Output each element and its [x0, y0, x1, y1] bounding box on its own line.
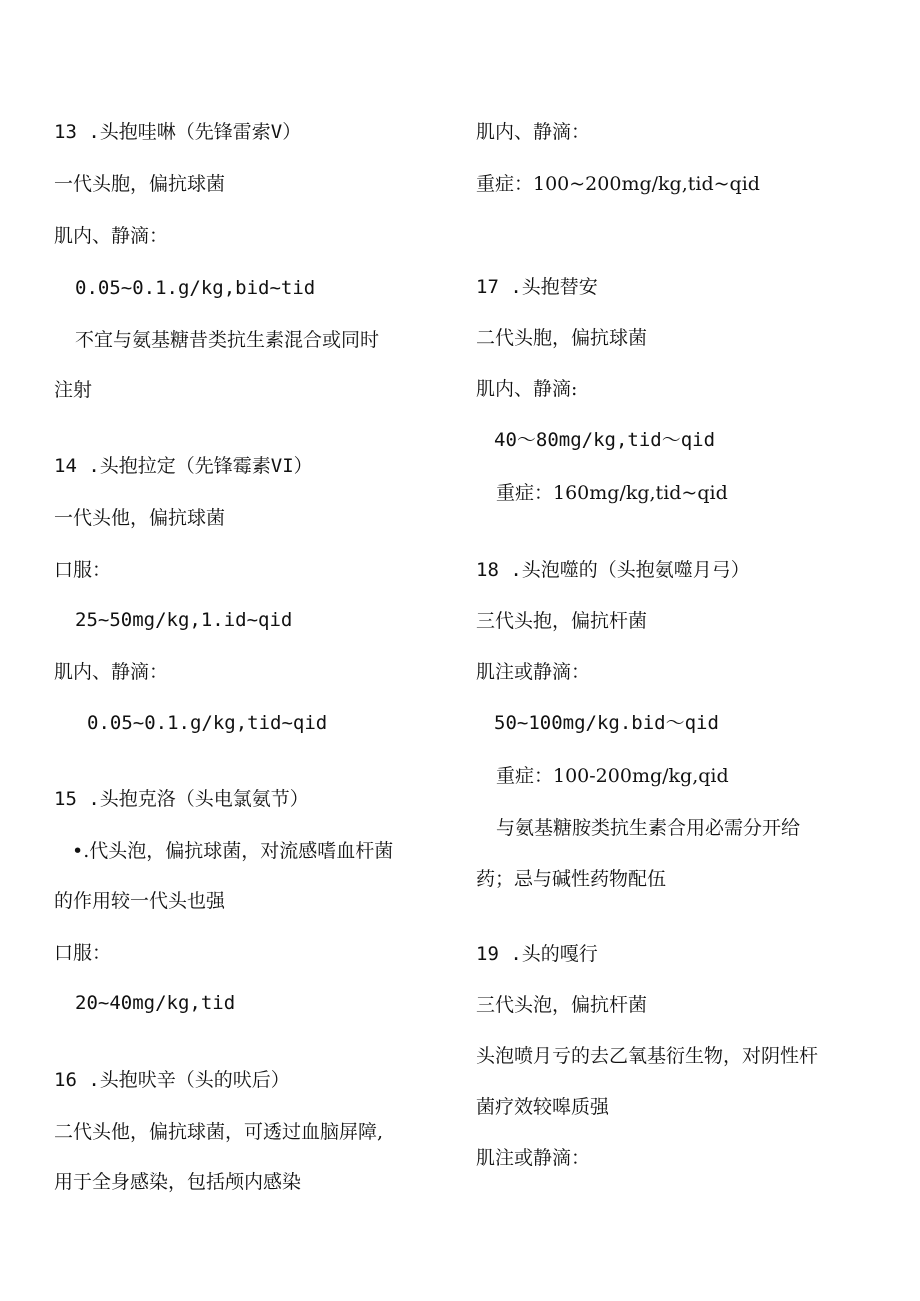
description-text-continued: 菌疗效较嗥质强 — [476, 1096, 610, 1118]
drug-class-text: 二代头胞，偏抗球菌 — [476, 327, 648, 349]
section-heading-17: 17 .头抱替安 — [476, 276, 598, 298]
route-label: 肌注或静滴： — [476, 661, 591, 683]
drug-class-text: 一代头他，偏抗球菌 — [54, 507, 226, 529]
dosage-text: 25~50mg/kg,1.id~qid — [75, 609, 293, 631]
note-text: 与氨基糖胺类抗生素合用必需分开给 — [496, 817, 801, 839]
note-text-continued: 注射 — [54, 379, 93, 401]
section-heading-18: 18 .头泡噬的（头抱氨噬月弓） — [476, 559, 750, 581]
dosage-text: 0.05~0.1.g/kg,tid~qid — [87, 712, 328, 734]
severe-dosage-text: 重症：160mg/kg,tid~qid — [496, 482, 728, 504]
severe-dosage-text: 重症：100~200mg/kg,tid~qid — [476, 173, 760, 195]
drug-class-text-continued: 用于全身感染，包括颅内感染 — [54, 1171, 302, 1193]
dosage-text: 20~40mg/kg,tid — [75, 992, 236, 1014]
section-heading-19: 19 .头的嘎行 — [476, 943, 598, 965]
drug-class-text-continued: 的作用较一代头也强 — [54, 890, 226, 912]
dosage-text: 50~100mg/kg.bid～qid — [494, 712, 719, 734]
route-label: 口服： — [54, 942, 112, 964]
note-text: 不宜与氨基糖昔类抗生素混合或同时 — [75, 329, 380, 351]
drug-class-text: 三代头泡，偏抗杆菌 — [476, 994, 648, 1016]
route-label: 口服： — [54, 559, 112, 581]
drug-class-text: 三代头抱，偏抗杆菌 — [476, 610, 648, 632]
section-heading-13: 13 .头抱哇啉（先锋雷索V） — [54, 121, 302, 143]
section-heading-14: 14 .头抱拉定（先锋霉素VI） — [54, 455, 313, 477]
description-text: 头泡喷月亏的去乙氧基衍生物，对阴性杆 — [476, 1045, 819, 1067]
section-heading-16: 16 .头抱吠辛（头的吠后） — [54, 1069, 290, 1091]
drug-class-text: •.代头泡，偏抗球菌，对流感嗜血杆菌 — [72, 840, 394, 862]
drug-class-text: 一代头胞，偏抗球菌 — [54, 173, 226, 195]
dosage-text: 0.05~0.1.g/kg,bid~tid — [75, 277, 316, 299]
route-label: 肌注或静滴： — [476, 1147, 591, 1169]
note-text-continued: 药；忌与碱性药物配伍 — [476, 868, 667, 890]
route-label: 肌内、静滴： — [54, 225, 169, 247]
severe-dosage-text: 重症：100-200mg/kg,qid — [496, 765, 729, 787]
route-label: 肌内、静滴： — [54, 661, 169, 683]
route-label: 肌内、静滴: — [476, 378, 578, 400]
dosage-text: 40～80mg/kg,tid～qid — [494, 429, 716, 451]
drug-class-text: 二代头他，偏抗球菌，可透过血脑屏障, — [54, 1121, 384, 1143]
section-heading-15: 15 .头抱克洛（头电氯氨节） — [54, 788, 309, 810]
route-label: 肌内、静滴： — [476, 121, 591, 143]
